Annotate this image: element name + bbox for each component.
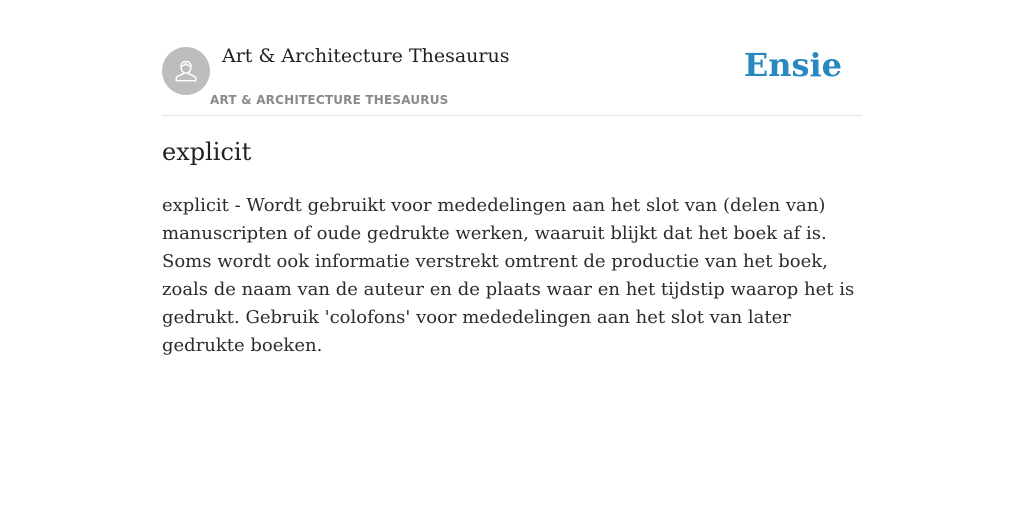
- brand-logo-link[interactable]: Ensie: [743, 46, 842, 84]
- author-subtitle: ART & ARCHITECTURE THESAURUS: [210, 93, 449, 107]
- avatar[interactable]: [162, 47, 210, 95]
- entry-definition: explicit - Wordt gebruikt voor mededelingen aan het slot van (delen van) manuscripten of oude gedrukte werken, waaruit blijkt dat het boek af is. Soms wordt ook informatie verstrekt omtrent de productie van het boek, zoals de naam van de auteur en de plaats waar en het tijdstip waarop het is gedrukt. Gebruik 'colofons' voor mededelingen aan het slot van later gedrukte boeken.: [162, 195, 855, 356]
- entry-title: explicit: [162, 138, 252, 166]
- page-header: [162, 0, 862, 116]
- user-outline-icon: [171, 56, 201, 86]
- page-container: [162, 0, 862, 356]
- author-name-link[interactable]: Art & Architecture Thesaurus: [222, 45, 510, 67]
